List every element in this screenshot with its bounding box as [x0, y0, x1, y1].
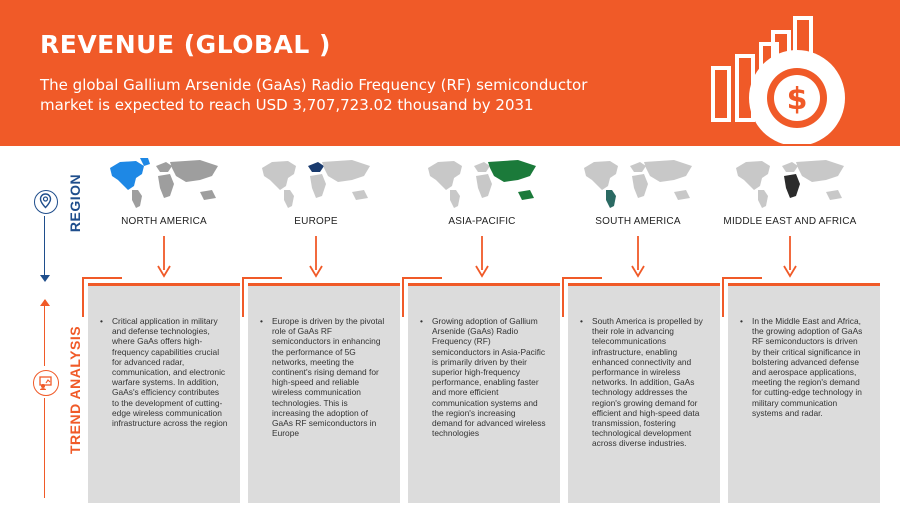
card-bracket: [242, 277, 282, 285]
card-bracket: [82, 277, 122, 285]
trend-card-middle-east-africa: [728, 283, 880, 503]
region-name: SOUTH AMERICA: [595, 216, 681, 227]
region-label: REGION: [67, 173, 83, 233]
page-title: REVENUE (GLOBAL ): [40, 30, 331, 59]
card-bracket: [722, 277, 762, 285]
trend-connector-lower: [44, 398, 45, 498]
trend-text: • Europe is driven by the pivotal role of GaAs RF semiconductors in enhancing the performance of 5G networks, meeting the continent's rising demand for high-speed and reliable wireless communication technologies. This is increasing the adoption of GaAs RF semiconductors in Europe: [260, 316, 388, 438]
down-arrow-icon: [631, 236, 645, 278]
down-arrow-icon: [783, 236, 797, 278]
location-pin-icon: [34, 190, 58, 214]
region-name: NORTH AMERICA: [121, 216, 207, 227]
connector-arrow-icon: [40, 275, 50, 283]
region-name: MIDDLE EAST AND AFRICA: [723, 216, 857, 227]
trend-text: • Critical application in military and defense technologies, where GaAs offers high-frequency capabilities crucial for advanced radar, communication, and electronic warfare systems. In addition, GaAs's efficiency contributes to the development of cutting-edge wireless communication infrastructure across the region: [100, 316, 228, 428]
region-connector: [44, 216, 45, 278]
down-arrow-icon: [157, 236, 171, 278]
trend-text: • In the Middle East and Africa, the growing adoption of GaAs RF semiconductors is driven by their critical significance in bolstering advanced defense and aerospace applications, meeting the region's demand for cutting-edge technology in military communication systems and radar.: [740, 316, 868, 418]
down-arrow-icon: [475, 236, 489, 278]
svg-text:$: $: [786, 82, 808, 117]
region-name: ASIA-PACIFIC: [448, 216, 516, 227]
trend-text: • Growing adoption of Gallium Arsenide (GaAs) Radio Frequency (RF) semiconductors in Asia-Pacific is primarily driven by their superior high-frequency performance, enabling faster and more efficient communication systems and the region's increasing demand for advanced wireless technologies: [420, 316, 548, 438]
down-arrow-icon: [309, 236, 323, 278]
revenue-growth-dollar-icon: [700, 10, 900, 144]
trend-card-south-america: [568, 283, 720, 503]
world-map-middle-east-africa-icon: [726, 156, 854, 210]
header-banner: [0, 0, 900, 146]
connector-up-arrow-icon: [40, 298, 50, 306]
market-summary: The global Gallium Arsenide (GaAs) Radio Frequency (RF) semiconductor market is expected to reach USD 3,707,723.02 thousand by 2031: [40, 76, 588, 114]
trend-card-europe: [248, 283, 400, 503]
world-map-north-america-icon: [100, 156, 228, 210]
trend-text: • South America is propelled by their role in advancing telecommunications infrastructure, enabling enhanced connectivity and performance in wireless networks. In addition, GaAs technology addresses the region's growing demand for efficient and high-speed data transmission, fostering technological development across diverse industries.: [580, 316, 708, 449]
world-map-europe-icon: [252, 156, 380, 210]
trend-analysis-label: TREND ANALYSIS: [67, 325, 83, 455]
world-map-south-america-icon: [574, 156, 702, 210]
region-name: EUROPE: [294, 216, 338, 227]
card-bracket: [562, 277, 602, 285]
trend-card-north-america: [88, 283, 240, 503]
trend-card-asia-pacific: [408, 283, 560, 503]
card-bracket: [402, 277, 442, 285]
analysis-person-icon: [33, 370, 59, 396]
world-map-asia-pacific-icon: [418, 156, 546, 210]
trend-connector: [44, 300, 45, 366]
